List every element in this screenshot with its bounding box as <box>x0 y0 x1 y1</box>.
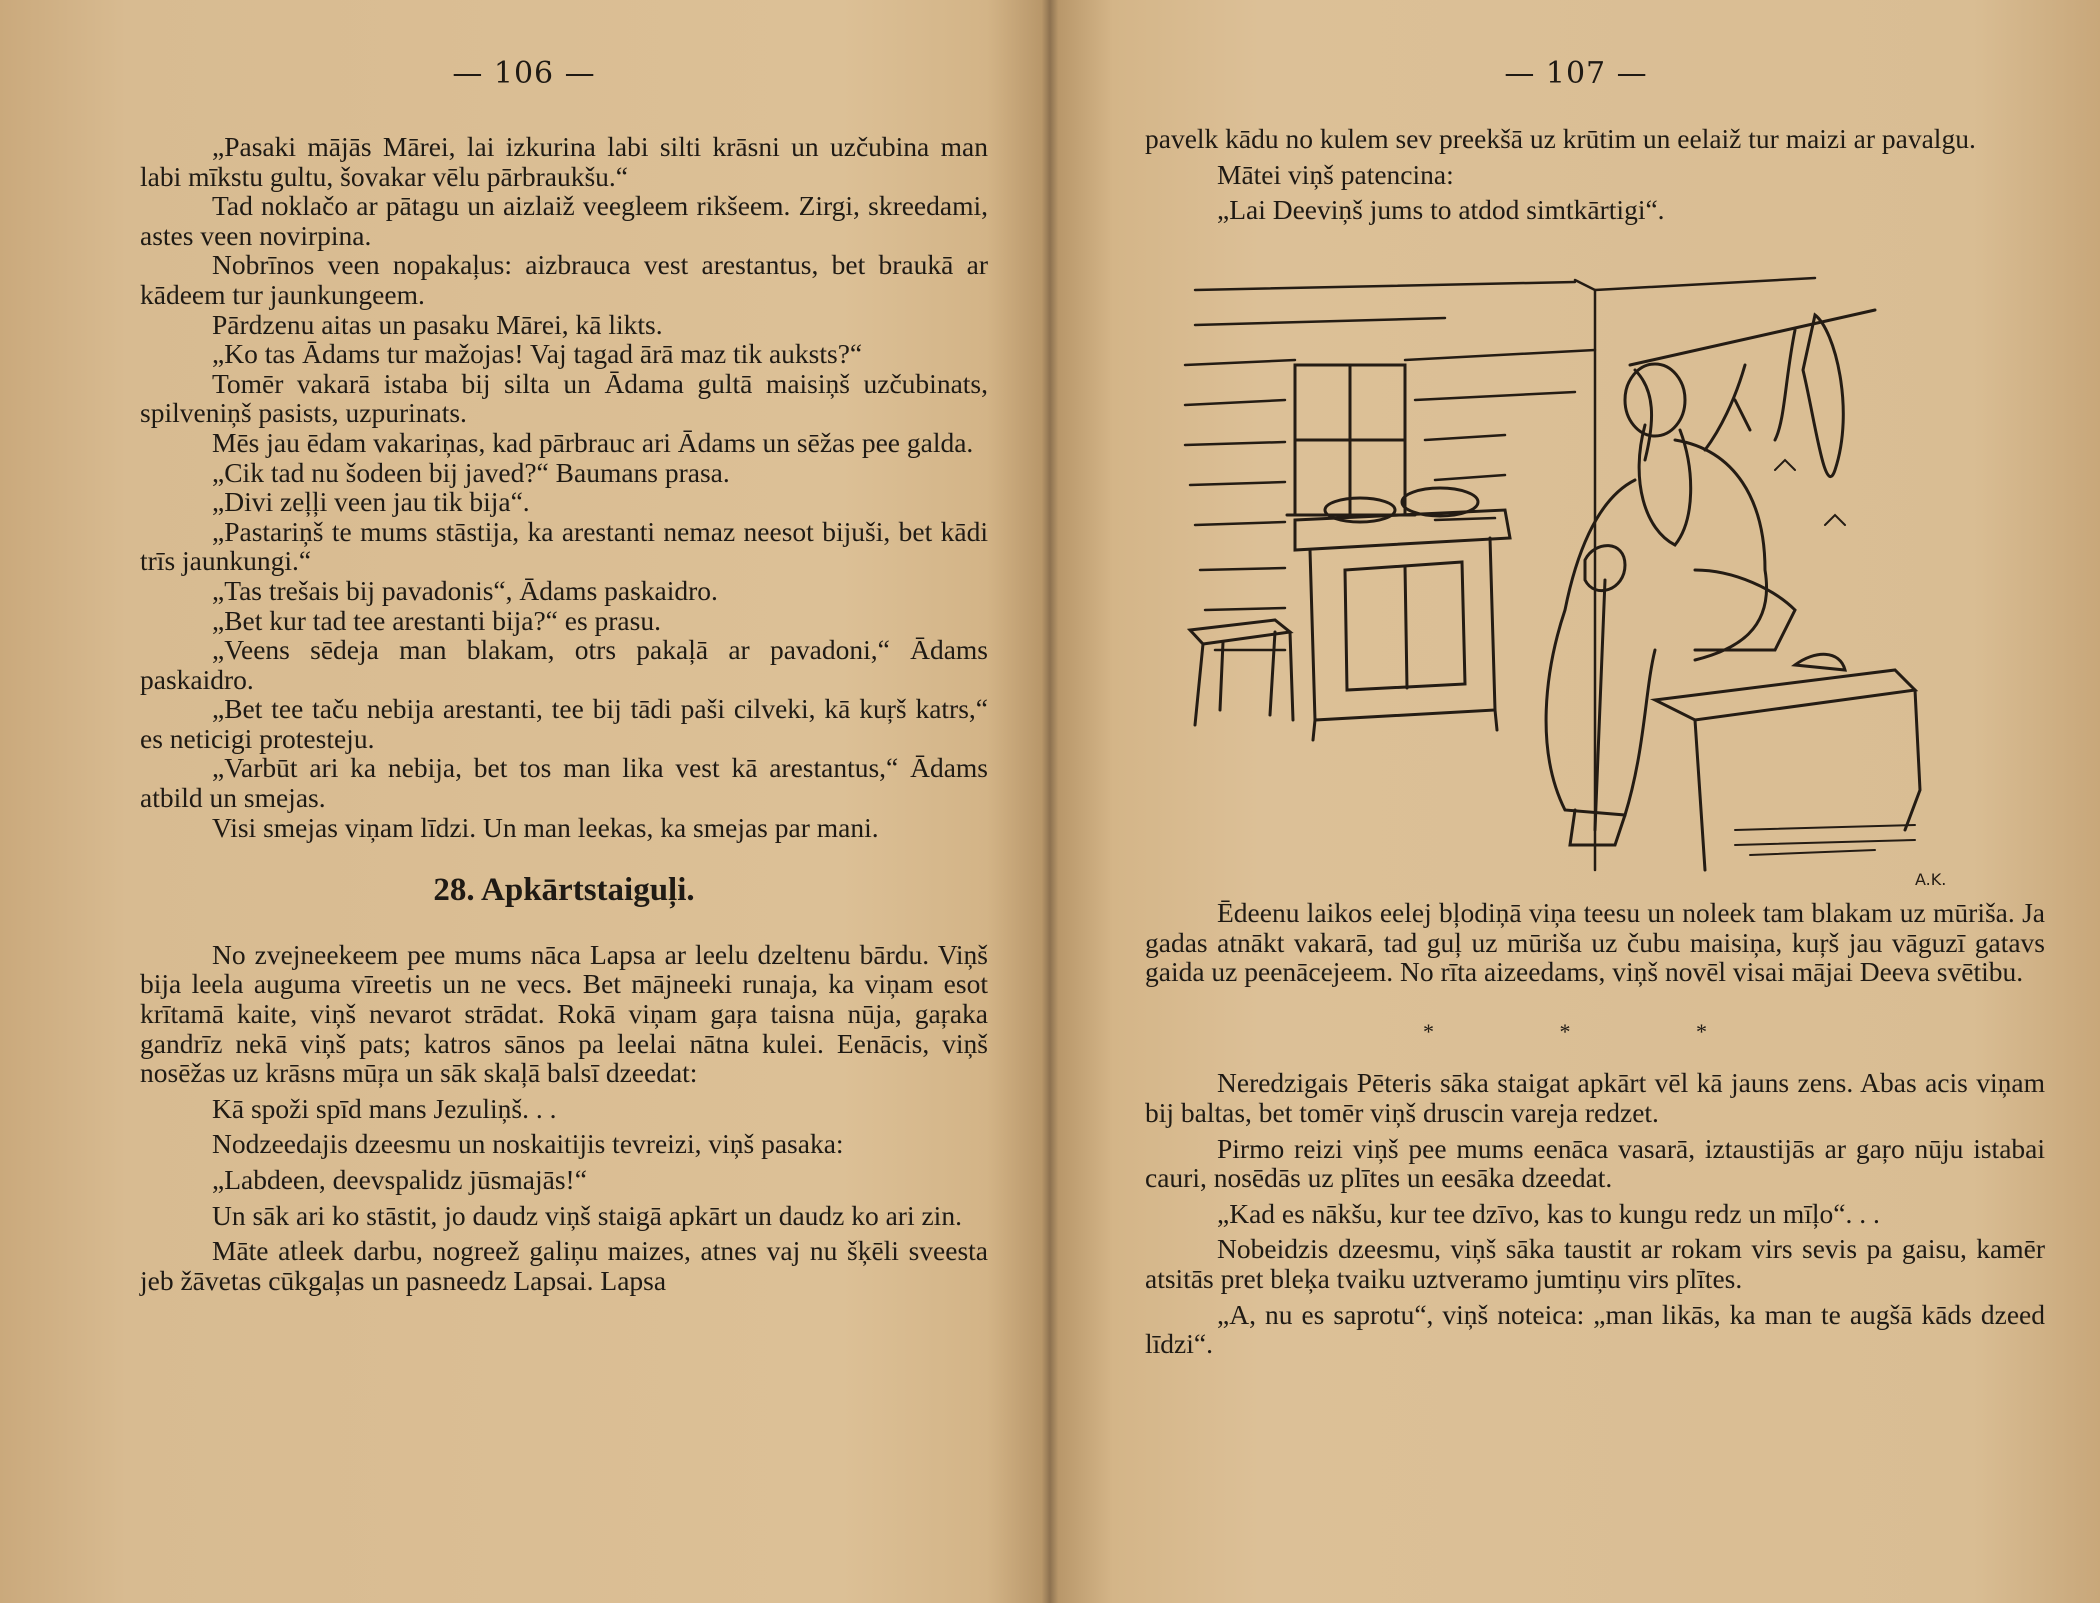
right-page-text-top <box>1145 124 2045 225</box>
paragraph: „A, nu es saprotu“, viņš noteica: „man likās, ka man te augšā kāds dzeed līdzi“. <box>1145 1298 2045 1360</box>
left-page-text <box>140 132 988 1295</box>
page-number-left: — 106 — <box>452 56 596 91</box>
paragraph: Neredzigais Pēteris sāka staigat apkārt vēl kā jauns zens. Abas acis viņam bij baltas, bet tomēr viņš druscin vareja redzet. <box>1145 1067 2045 1128</box>
paragraph: Visi smejas viņam līdzi. Un man leekas, ka smejas par mani. <box>212 811 879 843</box>
paragraph: Tad noklačo ar pātagu un aizlaiž veegleem rikšeem. Zirgi, skreedami, astes veen novirpina. <box>140 190 988 251</box>
paragraph: Pirmo reizi viņš pee mums eenāca vasarā, iztaustijās ar gaŗo nūju istabai cauri, nosēdās uz plītes un eesāka dzeedat. <box>1145 1132 2045 1194</box>
paragraph: Un sāk ari ko stāstit, jo daudz viņš staigā apkārt un daudz ko ari zin. <box>212 1199 962 1231</box>
cupboard <box>1295 488 1510 740</box>
floor-marks <box>1735 460 1915 855</box>
paragraph: „Kad es nākšu, kur tee dzīvo, kas to kungu redz un mīļo“. . . <box>1217 1197 1880 1229</box>
old-man-figure <box>1546 364 1795 845</box>
paragraph: Nodzeedajis dzeesmu un noskaitijis tevreizi, viņš pasaka: <box>212 1128 844 1160</box>
paragraph: „Divi zeļļi veen jau tik bija“. <box>212 486 530 518</box>
paragraph: Ēdeenu laikos eelej bļodiņā viņa teesu un noleek tam blakam uz mūriša. Ja gadas atnākt vakarā, tad guļ uz mūriša uz čubu maisiņa, kuŗš jau vāguzī gatavs gaida uz peenācejeem. No rīta aizeedams, viņš novēl visai mājai Deeva svētibu. <box>1145 897 2045 988</box>
paragraph: Mēs jau ēdam vakariņas, kad pārbrauc ari Ādams un sēžas pee galda. <box>212 426 974 458</box>
hanging-cloths <box>1630 310 1875 477</box>
stool <box>1190 620 1293 725</box>
paragraph: „Pasaki mājās Mārei, lai izkurina labi silti krāsni un uzčubina man labi mīkstu gultu, šovakar vēlu pārbraukšu.“ <box>140 131 988 192</box>
paragraph: „Pastariņš te mums stāstija, ka arestanti nemaz neesot bijuši, bet kādi trīs jaunkungi.“ <box>140 515 988 577</box>
paragraph: „Ko tas Ādams tur mažojas! Vaj tagad ārā maz tik auksts?“ <box>212 338 863 370</box>
paragraph: „Tas trešais bij pavadonis“, Ādams paskaidro. <box>212 574 718 606</box>
paragraph: „Cik tad nu šodeen bij javed?“ Baumans prasa. <box>212 456 730 488</box>
paragraph: Nobrīnos veen nopakaļus: aizbrauca vest arestantus, bet braukā ar kādeem tur jaunkungeem. <box>140 249 988 310</box>
right-page-text-bottom <box>1145 898 2045 1359</box>
paragraph: No zvejneekeem pee mums nāca Lapsa ar leelu dzeltenu bārdu. Viņš bija leela auguma vīreetis un ne vecs. Bet mājneeki runaja, ka viņam esot krītamā kaite, viņš nevarot strādat. Rokā viņam gaŗa taisna nūja, gaŗaka gandrīz nekā viņš pats; katros sānos pa leelai nātna kulei. Eenācis, viņš nosēžas uz krāsns mūŗa un sāk skaļā balsī dzeedat: <box>140 938 988 1089</box>
chapter-heading: 28. Apkārtstaiguļi. <box>433 872 695 909</box>
paragraph: „Veens sēdeja man blakam, otrs pakaļā ar pavadoni,“ Ādams paskaidro. <box>140 634 988 695</box>
paragraph: „Labdeen, deevspalidz jūsmajās!“ <box>212 1164 587 1195</box>
paragraph: „Bet kur tad tee arestanti bija?“ es prasu. <box>212 604 661 636</box>
window <box>1287 365 1415 515</box>
paragraph: „Bet tee taču nebija arestanti, tee bij tādi paši cilveki, kā kuŗš katrs,“ es neticigi protesteju. <box>140 693 988 754</box>
paragraph: Tomēr vakarā istaba bij silta un Ādama gultā maisiņš uzčubinats, spilveniņš pasists, uzpurinats. <box>140 367 988 429</box>
left-page <box>0 0 1048 1603</box>
section-separator: * * * <box>1423 1018 1767 1044</box>
paragraph: Kā spoži spīd mans Jezuliņš. . . <box>212 1092 557 1124</box>
paragraph: „Lai Deeviņš jums to atdod simtkārtigi“. <box>1217 194 1665 226</box>
paragraph: „Varbūt ari ka nebija, bet tos man lika vest kā arestantus,“ Ādams atbild un smejas. <box>140 752 988 814</box>
paragraph: pavelk kādu no kulem sev preekšā uz krūtim un eelaiž tur maizi ar pavalgu. <box>1145 123 1976 154</box>
paragraph: Mātei viņš patencina: <box>1217 158 1454 190</box>
paragraph: Māte atleek darbu, nogreež galiņu maizes, atnes vaj nu šķēli sveesta jeb žāvetas cūkgaļas un pasneedz Lapsai. Lapsa <box>140 1235 988 1296</box>
illustration-drawing <box>1175 270 1955 890</box>
illustration-signature: A.K. <box>1915 870 1947 889</box>
illustration-old-man-sitting <box>1175 270 1955 890</box>
bench <box>1655 654 1920 870</box>
paragraph: Pārdzenu aitas un pasaku Mārei, kā likts. <box>212 308 663 340</box>
page-number-right: — 107 — <box>1504 56 1648 91</box>
paragraph: Nobeidzis dzeesmu, viņš sāka taustit ar rokam virs sevis pa gaisu, kamēr atsitās pret bleķa tvaiku uztveramo jumtiņu virs plītes. <box>1145 1233 2045 1294</box>
